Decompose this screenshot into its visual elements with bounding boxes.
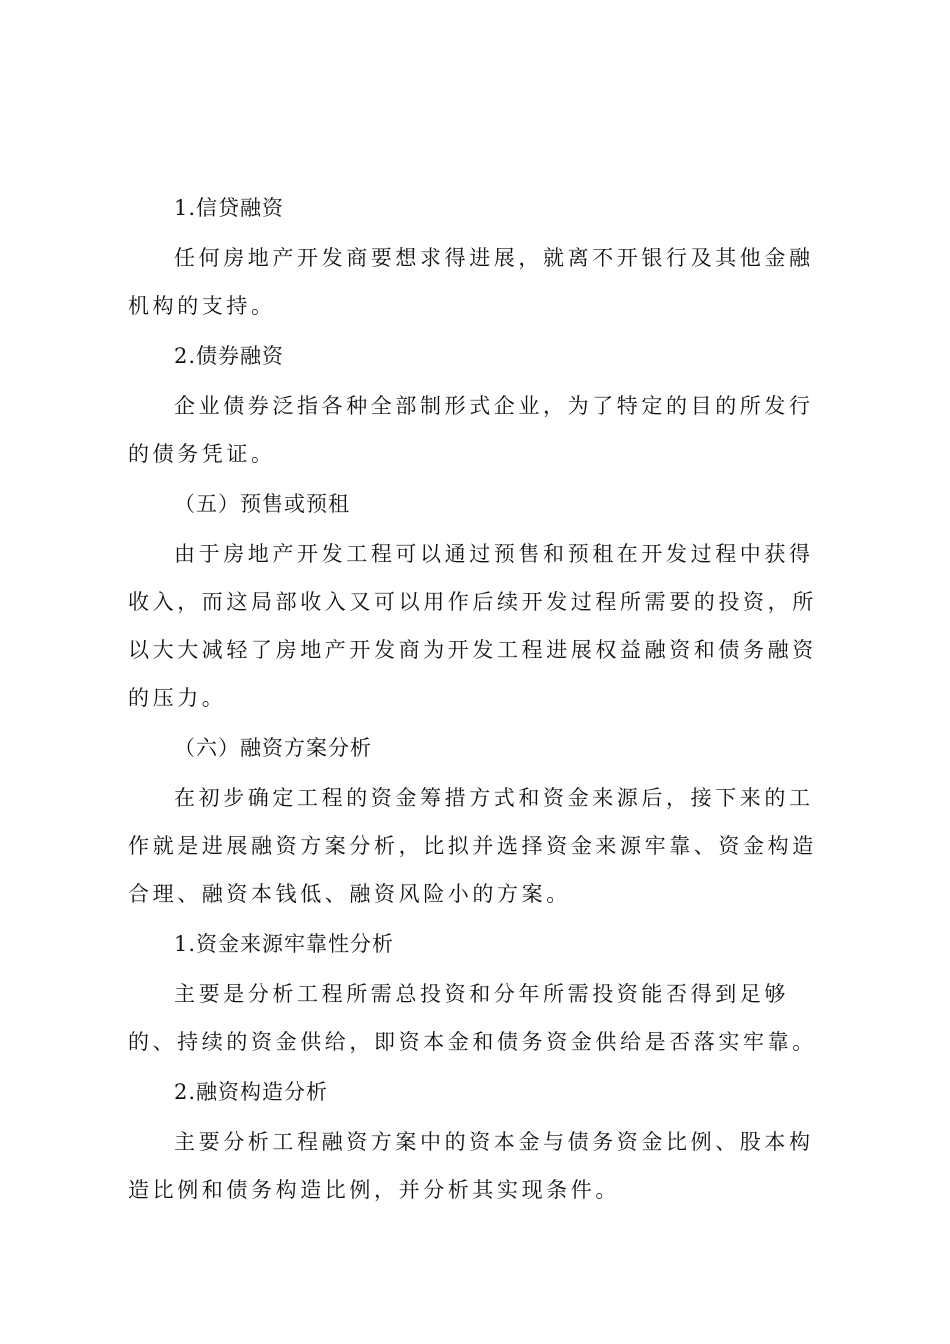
section-heading-financing-plan-analysis: （六）融资方案分析	[174, 736, 372, 760]
section-heading-source-reliability: 1.资金来源牢靠性分析	[174, 932, 395, 956]
paragraph-financing-structure: 主要分析工程融资方案中的资本金与债务资金比例、股本构造比例和债务构造比例，并分析其实现条件。	[128, 1130, 814, 1202]
document-body	[128, 184, 832, 1214]
paragraph-presale-prelease: 由于房地产开发工程可以通过预售和预租在开发过程中获得收入，而这局部收入又可以用作后续开发过程所需要的投资，所以大大减轻了房地产开发商为开发工程进展权益融资和债务融资的压力。	[128, 542, 817, 710]
paragraph-credit-financing: 任何房地产开发商要想求得进展，就离不开银行及其他金融机构的支持。	[128, 246, 814, 318]
paragraph-bond-financing: 企业债券泛指各种全部制形式企业，为了特定的目的所发行的债务凭证。	[128, 394, 814, 466]
section-heading-financing-structure: 2.融资构造分析	[174, 1080, 329, 1104]
paragraph-source-reliability: 主要是分析工程所需总投资和分年所需投资能否得到足够的、持续的资金供给，即资本金和债务资金供给是否落实牢靠。	[128, 982, 817, 1054]
paragraph-financing-plan-analysis: 在初步确定工程的资金筹措方式和资金来源后，接下来的工作就是进展融资方案分析，比拟并选择资金来源牢靠、资金构造合理、融资本钱低、融资风险小的方案。	[128, 786, 817, 906]
section-heading-credit-financing: 1.信贷融资	[174, 196, 285, 220]
section-heading-presale-prelease: （五）预售或预租	[174, 492, 350, 516]
section-heading-bond-financing: 2.债券融资	[174, 344, 285, 368]
